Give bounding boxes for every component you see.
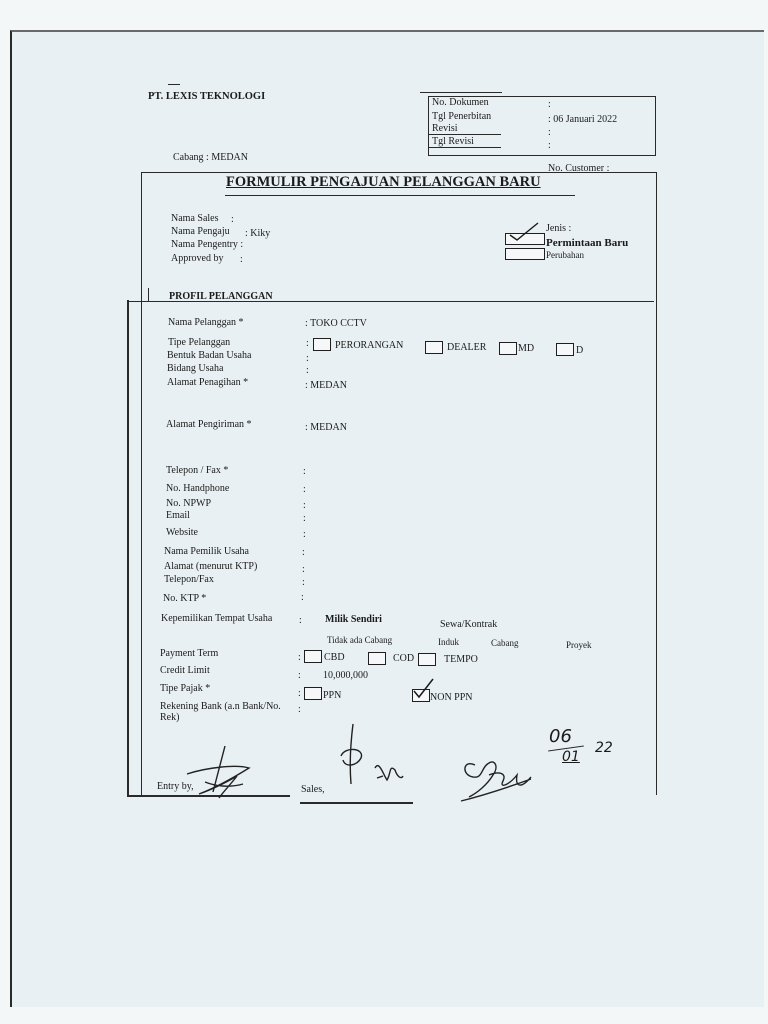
tipe-pelanggan-label: Tipe Pelanggan (168, 337, 231, 348)
top-rule (420, 92, 502, 93)
nama-pengaju-label: Nama Pengaju (171, 226, 230, 237)
website-label: Website (166, 527, 198, 538)
telepon-fax2-label: Telepon/Fax (164, 574, 214, 585)
revisi-value: : (548, 127, 551, 138)
milik-sendiri-option[interactable]: Milik Sendiri (325, 614, 382, 625)
cod-checkbox[interactable] (368, 652, 386, 665)
tidak-ada-cabang-option[interactable]: Tidak ada Cabang (327, 635, 393, 645)
tempo-label: TEMPO (444, 654, 478, 665)
alamat-ktp-label: Alamat (menurut KTP) (164, 561, 258, 572)
rekening-bank-label-2: Rek) (160, 712, 180, 723)
doc-box-divider (429, 147, 501, 148)
no-npwp-label: No. NPWP (166, 498, 212, 509)
dealer-label: DEALER (447, 342, 487, 353)
cbd-checkbox[interactable] (304, 650, 322, 663)
permintaan-baru-label: Permintaan Baru (546, 237, 629, 249)
nama-pelanggan-value: : TOKO CCTV (305, 318, 367, 329)
telepon-fax-colon: : (303, 466, 306, 477)
tgl-penerbitan-label: Tgl Penerbitan (432, 111, 492, 122)
ppn-label: PPN (323, 690, 342, 701)
credit-limit-value: 10,000,000 (323, 670, 368, 681)
alamat-penagihan-label: Alamat Penagihan * (167, 377, 249, 388)
email-label: Email (166, 510, 190, 521)
md-checkbox[interactable] (499, 342, 517, 355)
perorangan-checkbox[interactable] (313, 338, 331, 351)
no-customer-field: No. Customer : (548, 163, 610, 174)
ktp-colon: : (301, 592, 304, 603)
cbd-label: CBD (324, 652, 345, 663)
no-dokumen-label: No. Dokumen (432, 97, 489, 108)
top-mark (168, 84, 180, 85)
checkmark-icon (508, 221, 548, 243)
rekening-bank-label: Rekening Bank (a.n Bank/No. (160, 701, 281, 712)
kepemilikan-label: Kepemilikan Tempat Usaha (161, 613, 273, 624)
alamat-penagihan-value: : MEDAN (305, 380, 347, 391)
no-ktp-label: No. KTP * (163, 593, 207, 604)
bidang-colon: : (306, 365, 309, 376)
nama-pengentry-label: Nama Pengentry : (171, 239, 244, 250)
dealer-checkbox[interactable] (425, 341, 443, 354)
d-checkbox[interactable] (556, 343, 574, 356)
credit-limit-label: Credit Limit (160, 665, 210, 676)
no-dokumen-value: : (548, 99, 551, 110)
title-underline (225, 195, 575, 196)
tempo-checkbox[interactable] (418, 653, 436, 666)
kepemilikan-colon: : (299, 615, 302, 626)
md-label: MD (518, 343, 535, 354)
form-left-rule (127, 300, 129, 797)
approver-signature-icon (455, 745, 535, 805)
perubahan-label: Perubahan (546, 250, 584, 260)
email-colon: : (303, 513, 306, 524)
website-colon: : (303, 529, 306, 540)
entry-signature-icon (185, 742, 255, 802)
telepon-fax-label: Telepon / Fax * (166, 465, 229, 476)
perubahan-checkbox[interactable] (505, 248, 545, 260)
pajak-colon: : (298, 688, 301, 699)
tipe-pajak-label: Tipe Pajak * (160, 683, 211, 694)
sales-signature-icon (335, 720, 405, 790)
alamat-pengiriman-label: Alamat Pengiriman * (166, 419, 252, 430)
tgl-penerbitan-value: : 06 Januari 2022 (548, 114, 618, 125)
section-mark (148, 288, 149, 301)
ppn-checkbox[interactable] (304, 687, 322, 700)
handphone-colon: : (303, 484, 306, 495)
alamat-ktp-colon: : (302, 564, 305, 575)
nama-pengaju-value: : Kiky (245, 228, 271, 239)
sales-label: Sales, (301, 784, 325, 795)
approved-by-colon: : (240, 254, 243, 265)
form-title: FORMULIR PENGAJUAN PELANGGAN BARU (226, 174, 541, 190)
alamat-pengiriman-value: : MEDAN (305, 422, 347, 433)
date-day: 06 (549, 726, 572, 747)
sales-signature-rule (300, 802, 413, 804)
revisi-label: Revisi (432, 123, 458, 134)
cod-label: COD (393, 653, 415, 664)
credit-colon: : (298, 670, 301, 681)
non-ppn-label: NON PPN (430, 692, 473, 703)
nama-pelanggan-label: Nama Pelanggan * (168, 317, 244, 328)
tipe-colon: : (306, 338, 309, 349)
cabang-option[interactable]: Cabang (491, 638, 519, 648)
proyek-option[interactable]: Proyek (566, 640, 592, 650)
payment-colon: : (298, 652, 301, 663)
nama-sales-colon: : (231, 214, 234, 225)
pemilik-colon: : (302, 547, 305, 558)
section-title: PROFIL PELANGGAN (169, 291, 273, 302)
nama-pemilik-label: Nama Pemilik Usaha (164, 546, 249, 557)
approved-by-label: Approved by (171, 253, 224, 264)
bidang-usaha-label: Bidang Usaha (167, 363, 224, 374)
date-year: 22 (595, 740, 613, 756)
sewa-kontrak-option[interactable]: Sewa/Kontrak (440, 619, 498, 630)
entry-by-label: Entry by, (157, 781, 194, 792)
bentuk-badan-usaha-label: Bentuk Badan Usaha (167, 350, 252, 361)
payment-term-label: Payment Term (160, 648, 219, 659)
tgl-revisi-label: Tgl Revisi (432, 136, 474, 147)
bentuk-colon: : (306, 353, 309, 364)
jenis-label: Jenis : (546, 223, 572, 234)
no-handphone-label: No. Handphone (166, 483, 230, 494)
npwp-colon: : (303, 500, 306, 511)
company-name: PT. LEXIS TEKNOLOGI (148, 91, 266, 102)
rekening-colon: : (298, 704, 301, 715)
d-label: D (576, 345, 584, 356)
cabang-field: Cabang : MEDAN (173, 152, 248, 163)
doc-box-divider (429, 134, 501, 135)
tgl-revisi-value: : (548, 140, 551, 151)
nama-sales-label: Nama Sales (171, 213, 219, 224)
perorangan-label: PERORANGAN (335, 340, 404, 351)
induk-option[interactable]: Induk (438, 637, 459, 647)
date-month: 01 (562, 749, 580, 765)
telepon-fax2-colon: : (302, 577, 305, 588)
